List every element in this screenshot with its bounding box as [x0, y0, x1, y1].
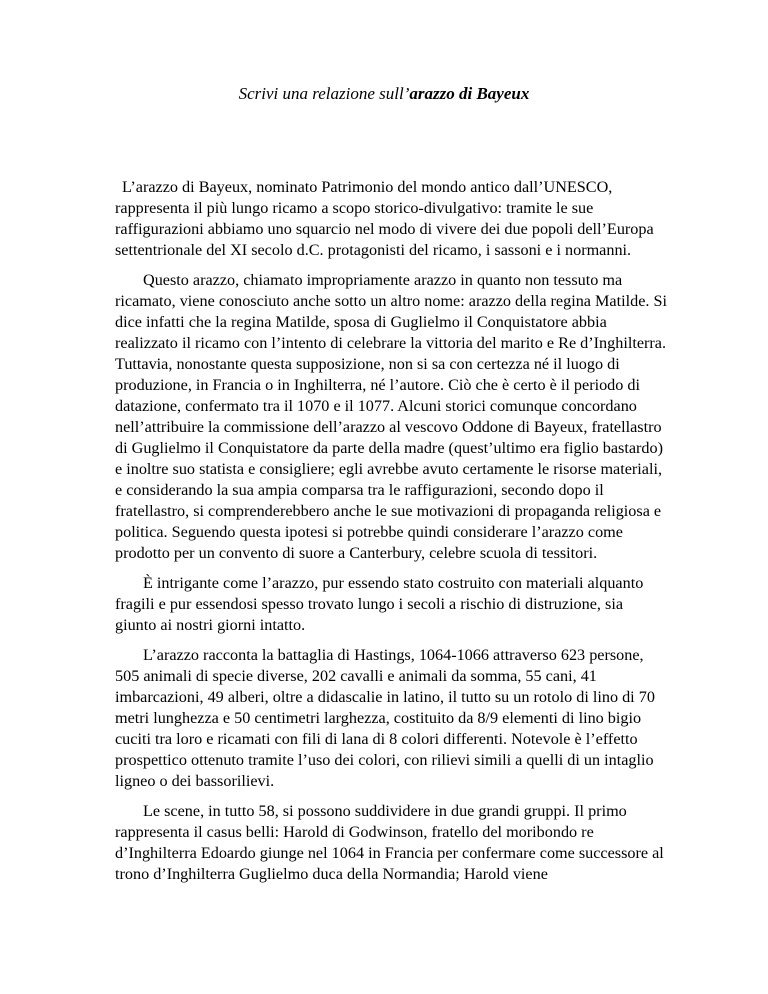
- document-title: [0, 83, 768, 105]
- paragraph-4: L’arazzo racconta la battaglia di Hastings, 1064-1066 attraverso 623 persone, 505 animali di specie diverse, 202 cavalli e animali da somma, 55 cani, 41 imbarcazioni, 49 alberi, oltre a didascalie in latino, il tutto su un rotolo di lino di 70 metri lunghezza e 50 centimetri larghezza, costituito da 8/9 elementi di lino bigio cuciti tra loro e ricamati con fili di lana di 8 colori differenti. Notevole è l’effetto prospettico ottenuto tramite l’uso dei colori, con rilievi simili a quelli di un intaglio ligneo o dei bassorilievi.: [115, 646, 655, 790]
- paragraph-1: L’arazzo di Bayeux, nominato Patrimonio del mondo antico dall’UNESCO, rappresenta il più lungo ricamo a scopo storico-divulgativo: tramite le sue raffigurazioni abbiamo uno squarcio nel modo di vivere dei due popoli dell’Europa settentrionale del XI secolo d.C. protagonisti del ricamo, i sassoni e i normanni.: [115, 178, 654, 259]
- title-emphasis: arazzo di Bayeux: [409, 84, 530, 103]
- paragraph-5: Le scene, in tutto 58, si possono suddividere in due grandi gruppi. Il primo rappresenta il casus belli: Harold di Godwinson, fratello del moribondo re d’Inghilterra Edoardo giunge nel 1064 in Francia per confermare come successore al trono d’Inghilterra Guglielmo duca della Normandia; Harold viene: [115, 802, 664, 883]
- title-prefix: Scrivi una relazione sull’: [238, 84, 410, 103]
- paragraph-3: È intrigante come l’arazzo, pur essendo stato costruito con materiali alquanto fragili e pur essendosi spesso trovato lungo i secoli a rischio di distruzione, sia giunto ai nostri giorni intatto.: [115, 574, 644, 634]
- document-body: [115, 177, 667, 894]
- paragraph-2: Questo arazzo, chiamato impropriamente arazzo in quanto non tessuto ma ricamato, viene conosciuto anche sotto un altro nome: arazzo della regina Matilde. Si dice infatti che la regina Matilde, sposa di Guglielmo il Conquistatore abbia realizzato il ricamo con l’intento di celebrare la vittoria del marito e Re d’Inghilterra. Tuttavia, nonostante questa supposizione, non si sa con certezza né il luogo di produzione, in Francia o in Inghilterra, né l’autore. Ciò che è certo è il periodo di datazione, confermato tra il 1070 e il 1077. Alcuni storici comunque concordano nell’attribuire la commissione dell’arazzo al vescovo Oddone di Bayeux, fratellastro di Guglielmo il Conquistatore da parte della madre (quest’ultimo era figlio bastardo) e inoltre suo statista e consigliere; egli avrebbe avuto certamente le risorse materiali, e considerando la sua ampia comparsa tra le raffigurazioni, secondo dopo il fratellastro, si comprenderebbero anche le sue motivazioni di propaganda religiosa e politica. Seguendo questa ipotesi si potrebbe quindi considerare l’arazzo come prodotto per un convento di suore a Canterbury, celebre scuola di tessitori.: [115, 271, 667, 562]
